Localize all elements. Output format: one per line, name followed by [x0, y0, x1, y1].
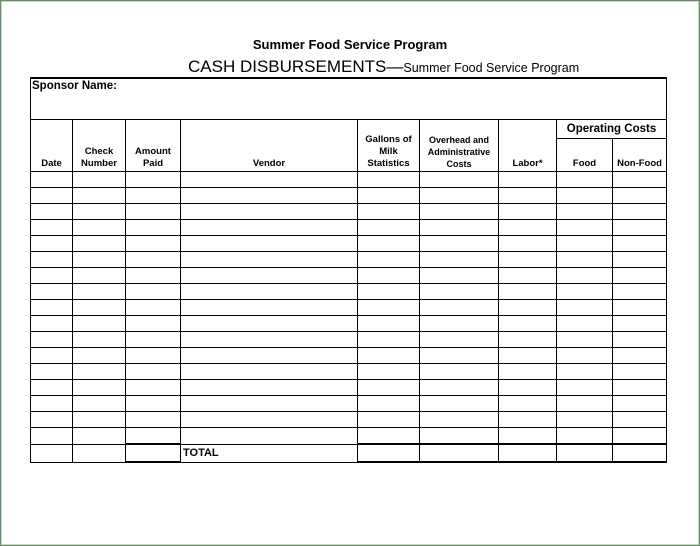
header-rule — [30, 77, 667, 79]
vendor-cell[interactable] — [181, 220, 358, 236]
table-row — [31, 204, 667, 220]
gallons-cell[interactable] — [358, 204, 420, 220]
labor-cell[interactable] — [499, 380, 557, 396]
non-food-cell[interactable] — [613, 284, 667, 300]
overhead-cell[interactable] — [420, 236, 499, 252]
date-cell[interactable] — [31, 332, 73, 348]
food-cell[interactable] — [557, 188, 613, 204]
labor-cell[interactable] — [499, 316, 557, 332]
non-food-cell[interactable] — [613, 412, 667, 428]
check-number-cell[interactable] — [73, 252, 126, 268]
date-cell[interactable] — [31, 172, 73, 188]
col-date: Date — [31, 120, 73, 172]
total-overhead-cell[interactable] — [420, 444, 499, 462]
labor-cell[interactable] — [499, 204, 557, 220]
gallons-cell[interactable] — [358, 252, 420, 268]
food-cell[interactable] — [557, 220, 613, 236]
check-number-cell[interactable] — [73, 188, 126, 204]
labor-cell[interactable] — [499, 236, 557, 252]
overhead-cell[interactable] — [420, 364, 499, 380]
gallons-cell[interactable] — [358, 380, 420, 396]
form-subtitle — [188, 57, 579, 77]
vendor-cell[interactable] — [181, 316, 358, 332]
vendor-cell[interactable] — [181, 396, 358, 412]
date-cell[interactable] — [31, 428, 73, 445]
check-number-cell[interactable] — [73, 284, 126, 300]
check-number-cell[interactable] — [73, 268, 126, 284]
check-number-cell[interactable] — [73, 236, 126, 252]
gallons-cell[interactable] — [358, 268, 420, 284]
date-cell[interactable] — [31, 396, 73, 412]
food-cell[interactable] — [557, 412, 613, 428]
date-cell[interactable] — [31, 380, 73, 396]
labor-cell[interactable] — [499, 332, 557, 348]
check-number-cell[interactable] — [73, 380, 126, 396]
food-cell[interactable] — [557, 316, 613, 332]
table-row — [31, 364, 667, 380]
vendor-cell[interactable] — [181, 300, 358, 316]
food-cell[interactable] — [557, 300, 613, 316]
food-cell[interactable] — [557, 348, 613, 364]
food-cell[interactable] — [557, 284, 613, 300]
labor-cell[interactable] — [499, 220, 557, 236]
gallons-cell[interactable] — [358, 220, 420, 236]
non-food-cell[interactable] — [613, 204, 667, 220]
food-cell[interactable] — [557, 396, 613, 412]
amount-paid-cell[interactable] — [126, 300, 181, 316]
table-row — [31, 380, 667, 396]
overhead-cell[interactable] — [420, 188, 499, 204]
non-food-cell[interactable] — [613, 380, 667, 396]
labor-cell[interactable] — [499, 284, 557, 300]
total-date-cell[interactable] — [31, 444, 73, 462]
gallons-cell[interactable] — [358, 284, 420, 300]
check-number-cell[interactable] — [73, 204, 126, 220]
table-row — [31, 268, 667, 284]
amount-paid-cell[interactable] — [126, 172, 181, 188]
date-cell[interactable] — [31, 348, 73, 364]
overhead-cell[interactable] — [420, 380, 499, 396]
amount-paid-cell[interactable] — [126, 236, 181, 252]
non-food-cell[interactable] — [613, 188, 667, 204]
col-gallons-milk: Gallons of Milk Statistics — [358, 120, 420, 172]
table-row — [31, 220, 667, 236]
vendor-cell[interactable] — [181, 236, 358, 252]
amount-paid-cell[interactable] — [126, 220, 181, 236]
labor-cell[interactable] — [499, 252, 557, 268]
non-food-cell[interactable] — [613, 364, 667, 380]
date-cell[interactable] — [31, 364, 73, 380]
date-cell[interactable] — [31, 236, 73, 252]
gallons-cell[interactable] — [358, 236, 420, 252]
food-cell[interactable] — [557, 204, 613, 220]
non-food-cell[interactable] — [613, 172, 667, 188]
amount-paid-cell[interactable] — [126, 252, 181, 268]
overhead-cell[interactable] — [420, 268, 499, 284]
table-row — [31, 172, 667, 188]
total-gallons-cell[interactable] — [358, 444, 420, 462]
amount-paid-cell[interactable] — [126, 204, 181, 220]
labor-cell[interactable] — [499, 268, 557, 284]
check-number-cell[interactable] — [73, 428, 126, 445]
labor-cell[interactable] — [499, 172, 557, 188]
gallons-cell[interactable] — [358, 188, 420, 204]
food-cell[interactable] — [557, 364, 613, 380]
non-food-cell[interactable] — [613, 428, 667, 445]
non-food-cell[interactable] — [613, 316, 667, 332]
food-cell[interactable] — [557, 332, 613, 348]
gallons-cell[interactable] — [358, 316, 420, 332]
check-number-cell[interactable] — [73, 332, 126, 348]
total-nonfood-cell[interactable] — [613, 444, 667, 462]
vendor-cell[interactable] — [181, 364, 358, 380]
table-row — [31, 300, 667, 316]
gallons-cell[interactable] — [358, 300, 420, 316]
labor-cell[interactable] — [499, 348, 557, 364]
vendor-cell[interactable] — [181, 348, 358, 364]
labor-cell[interactable] — [499, 300, 557, 316]
amount-paid-cell[interactable] — [126, 396, 181, 412]
check-number-cell[interactable] — [73, 364, 126, 380]
amount-paid-cell[interactable] — [126, 284, 181, 300]
date-cell[interactable] — [31, 284, 73, 300]
cash-disbursements-heading: CASH DISBURSEMENTS— — [188, 57, 404, 76]
table-row — [31, 428, 667, 445]
date-cell[interactable] — [31, 252, 73, 268]
overhead-cell[interactable] — [420, 396, 499, 412]
check-number-cell[interactable] — [73, 172, 126, 188]
overhead-cell[interactable] — [420, 332, 499, 348]
overhead-cell[interactable] — [420, 412, 499, 428]
total-labor-cell[interactable] — [499, 444, 557, 462]
check-number-cell[interactable] — [73, 316, 126, 332]
overhead-cell[interactable] — [420, 348, 499, 364]
overhead-cell[interactable] — [420, 172, 499, 188]
check-number-cell[interactable] — [73, 412, 126, 428]
sponsor-box-left-border — [30, 78, 31, 120]
gallons-cell[interactable] — [358, 396, 420, 412]
overhead-cell[interactable] — [420, 252, 499, 268]
date-cell[interactable] — [31, 300, 73, 316]
table-row — [31, 252, 667, 268]
gallons-cell[interactable] — [358, 348, 420, 364]
col-food: Food — [557, 139, 613, 172]
table-row — [31, 348, 667, 364]
vendor-cell[interactable] — [181, 188, 358, 204]
amount-paid-cell[interactable] — [126, 316, 181, 332]
total-check-cell[interactable] — [73, 444, 126, 462]
vendor-cell[interactable] — [181, 284, 358, 300]
table-row — [31, 412, 667, 428]
overhead-cell[interactable] — [420, 428, 499, 445]
program-name: Summer Food Service Program — [403, 61, 580, 75]
amount-paid-cell[interactable] — [126, 188, 181, 204]
non-food-cell[interactable] — [613, 236, 667, 252]
sponsor-name-label: Sponsor Name: — [32, 80, 117, 92]
table-row — [31, 332, 667, 348]
non-food-cell[interactable] — [613, 252, 667, 268]
non-food-cell[interactable] — [613, 300, 667, 316]
total-food-cell[interactable] — [557, 444, 613, 462]
amount-paid-cell[interactable] — [126, 364, 181, 380]
disbursement-table — [30, 119, 667, 463]
date-cell[interactable] — [31, 204, 73, 220]
vendor-cell[interactable] — [181, 204, 358, 220]
amount-paid-cell[interactable] — [126, 268, 181, 284]
sponsor-box-right-border — [666, 78, 667, 120]
vendor-cell[interactable] — [181, 380, 358, 396]
food-cell[interactable] — [557, 380, 613, 396]
food-cell[interactable] — [557, 268, 613, 284]
amount-paid-cell[interactable] — [126, 348, 181, 364]
table-row — [31, 316, 667, 332]
labor-cell[interactable] — [499, 428, 557, 445]
amount-paid-cell[interactable] — [126, 412, 181, 428]
gallons-cell[interactable] — [358, 332, 420, 348]
vendor-cell[interactable] — [181, 412, 358, 428]
vendor-cell[interactable] — [181, 172, 358, 188]
table-row — [31, 396, 667, 412]
gallons-cell[interactable] — [358, 364, 420, 380]
vendor-cell[interactable] — [181, 332, 358, 348]
table-row — [31, 188, 667, 204]
date-cell[interactable] — [31, 412, 73, 428]
total-label: TOTAL — [181, 444, 358, 462]
total-row — [31, 444, 667, 462]
date-cell[interactable] — [31, 268, 73, 284]
overhead-cell[interactable] — [420, 204, 499, 220]
col-amount-paid: Amount Paid — [126, 120, 181, 172]
non-food-cell[interactable] — [613, 348, 667, 364]
vendor-cell[interactable] — [181, 268, 358, 284]
food-cell[interactable] — [557, 172, 613, 188]
labor-cell[interactable] — [499, 188, 557, 204]
col-operating-costs: Operating Costs — [557, 120, 667, 139]
amount-paid-cell[interactable] — [126, 332, 181, 348]
col-labor: Labor* — [499, 120, 557, 172]
vendor-cell[interactable] — [181, 252, 358, 268]
amount-paid-cell[interactable] — [126, 380, 181, 396]
col-check-number: Check Number — [73, 120, 126, 172]
col-overhead-admin: Overhead and Administrative Costs — [420, 120, 499, 172]
food-cell[interactable] — [557, 428, 613, 445]
gallons-cell[interactable] — [358, 172, 420, 188]
vendor-cell[interactable] — [181, 428, 358, 445]
date-cell[interactable] — [31, 220, 73, 236]
food-cell[interactable] — [557, 236, 613, 252]
check-number-cell[interactable] — [73, 220, 126, 236]
overhead-cell[interactable] — [420, 284, 499, 300]
amount-paid-cell[interactable] — [126, 428, 181, 445]
check-number-cell[interactable] — [73, 348, 126, 364]
total-amount-cell[interactable] — [126, 444, 181, 462]
date-cell[interactable] — [31, 316, 73, 332]
check-number-cell[interactable] — [73, 396, 126, 412]
non-food-cell[interactable] — [613, 332, 667, 348]
date-cell[interactable] — [31, 188, 73, 204]
table-row — [31, 236, 667, 252]
table-row — [31, 284, 667, 300]
labor-cell[interactable] — [499, 396, 557, 412]
col-non-food: Non-Food — [613, 139, 667, 172]
non-food-cell[interactable] — [613, 220, 667, 236]
labor-cell[interactable] — [499, 412, 557, 428]
form-title: Summer Food Service Program — [252, 37, 448, 52]
non-food-cell[interactable] — [613, 268, 667, 284]
overhead-cell[interactable] — [420, 300, 499, 316]
non-food-cell[interactable] — [613, 396, 667, 412]
food-cell[interactable] — [557, 252, 613, 268]
col-vendor: Vendor — [181, 120, 358, 172]
labor-cell[interactable] — [499, 364, 557, 380]
gallons-cell[interactable] — [358, 412, 420, 428]
check-number-cell[interactable] — [73, 300, 126, 316]
overhead-cell[interactable] — [420, 316, 499, 332]
overhead-cell[interactable] — [420, 220, 499, 236]
gallons-cell[interactable] — [358, 428, 420, 445]
